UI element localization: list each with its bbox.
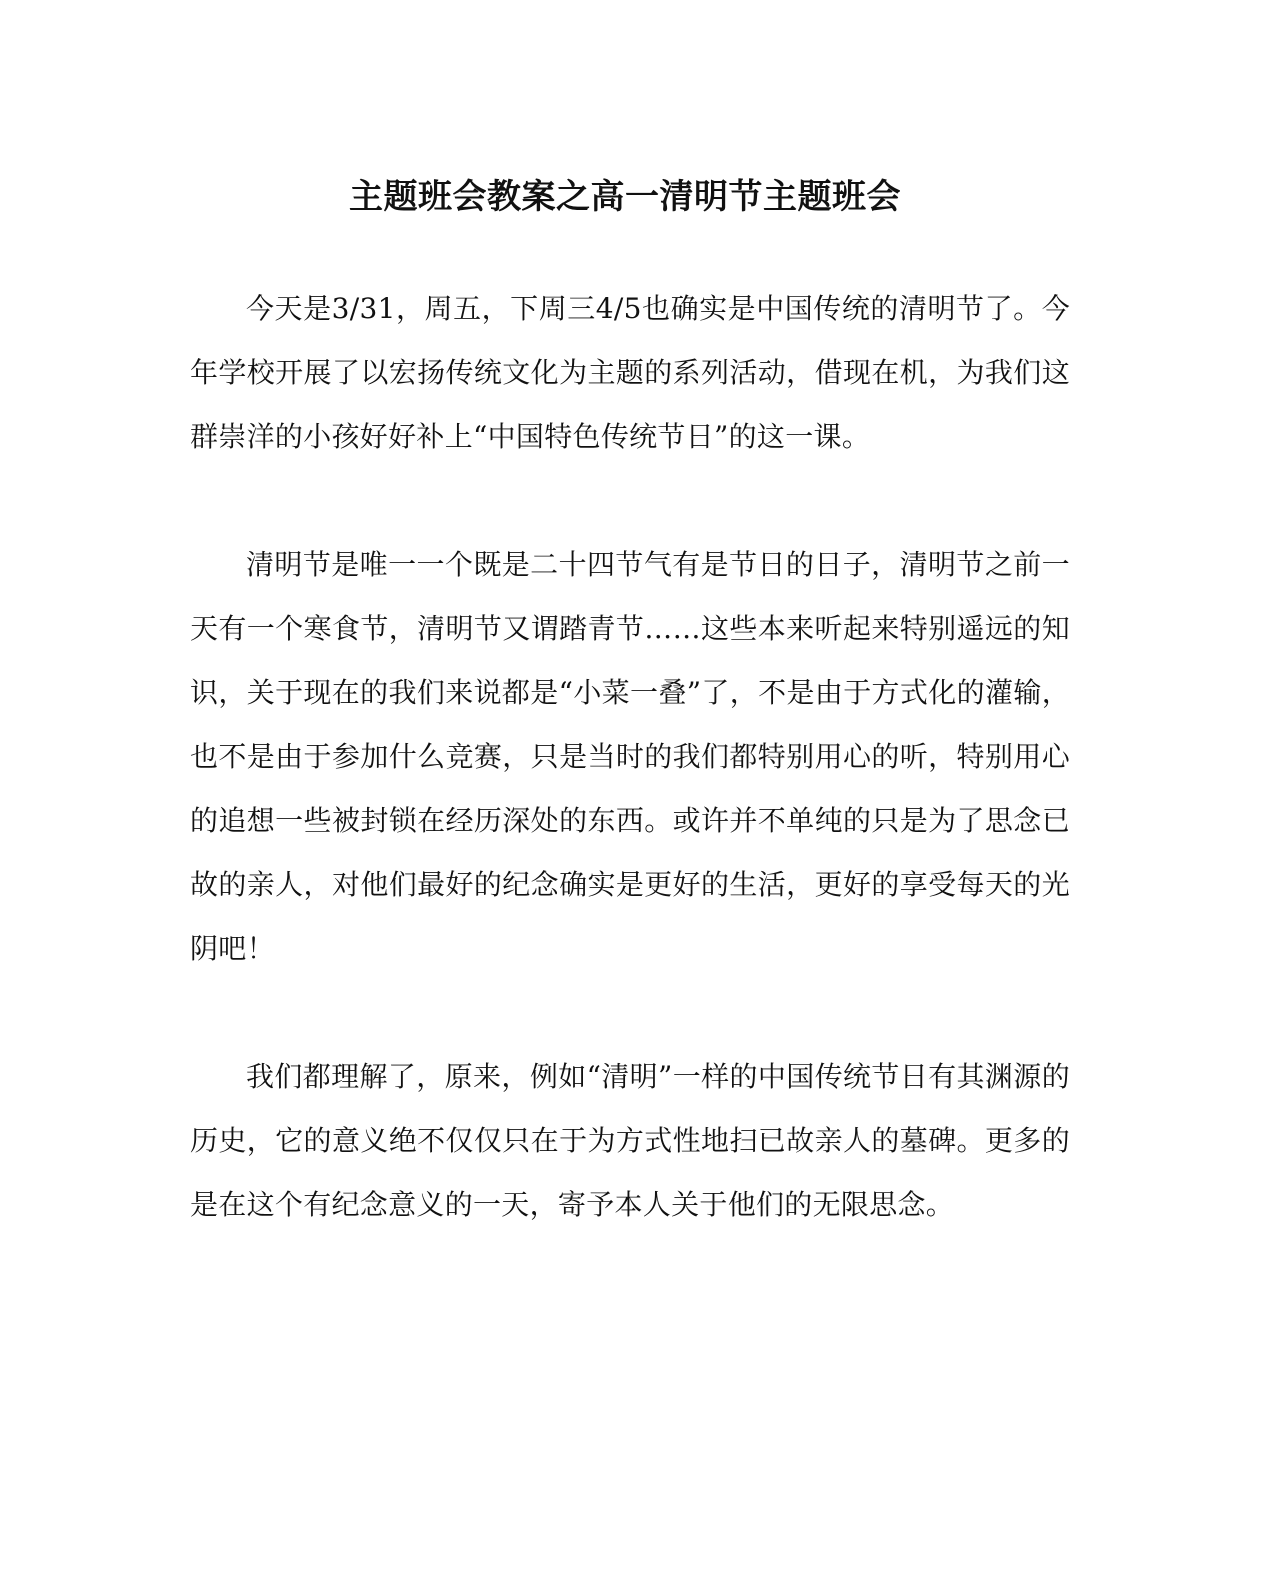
paragraph-1: 今天是3/31，周五，下周三4/5也确实是中国传统的清明节了。今年学校开展了以宏扬传统文化为主题的系列活动，借现在机，为我们这群崇洋的小孩好好补上“中国特色传统节日”的这一课。 <box>190 292 1070 453</box>
document-title: 主题班会教案之高一清明节主题班会 <box>349 177 901 217</box>
paragraph-2: 清明节是唯一一个既是二十四节气有是节日的日子，清明节之前一天有一个寒食节，清明节又谓踏青节……这些本来听起来特别遥远的知识，关于现在的我们来说都是“小菜一叠”了，不是由于方式化的灌输，也不是由于参加什么竞赛，只是当时的我们都特别用心的听，特别用心的追想一些被封锁在经历深处的东西。或许并不单纯的只是为了思念已故的亲人，对他们最好的纪念确实是更好的生活，更好的享受每天的光阴吧！ <box>190 548 1070 965</box>
paragraph-3: 我们都理解了，原来，例如“清明”一样的中国传统节日有其渊源的历史，它的意义绝不仅仅只在于为方式性地扫已故亲人的墓碑。更多的是在这个有纪念意义的一天，寄予本人关于他们的无限思念。 <box>190 1060 1070 1221</box>
